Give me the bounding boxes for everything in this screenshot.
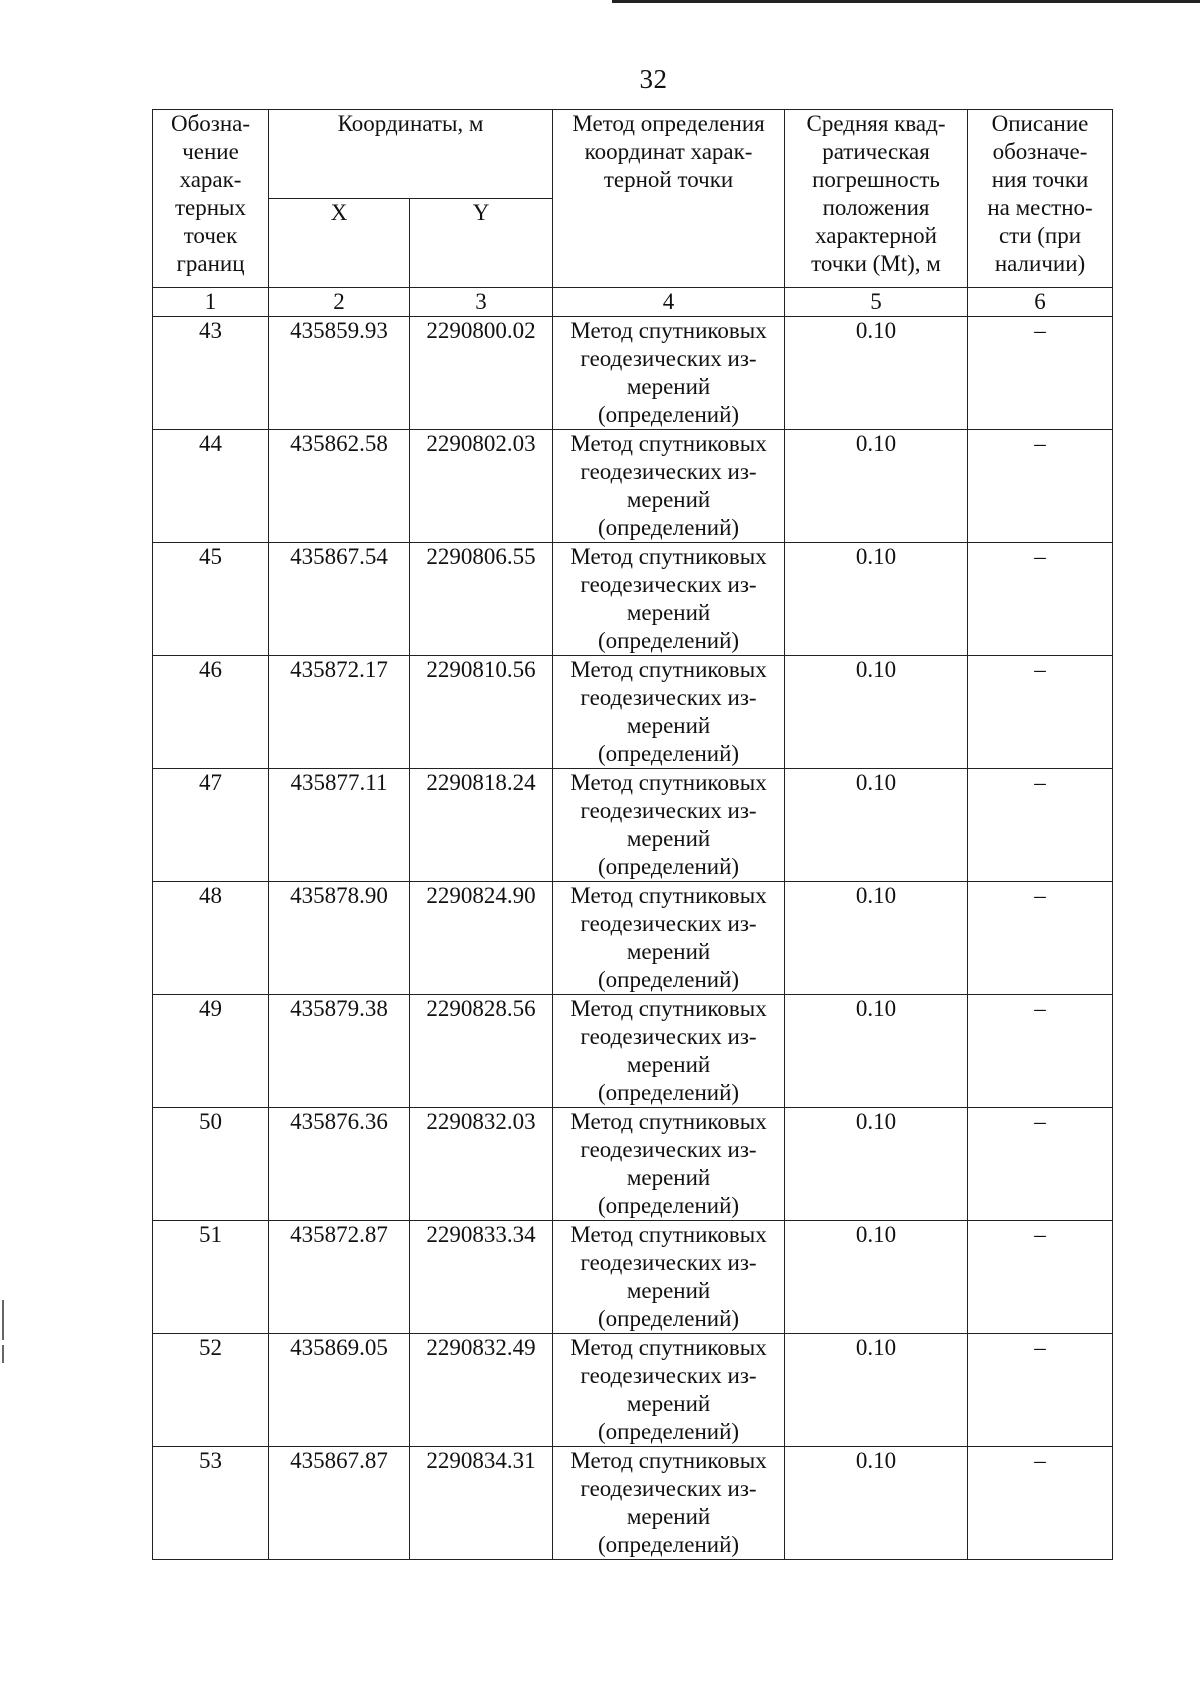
cell-description: – bbox=[968, 656, 1113, 769]
column-number: 6 bbox=[968, 288, 1113, 317]
cell-x: 435867.54 bbox=[269, 543, 410, 656]
header-point-description: Описание обозначе- ния точки на местно- сти (при наличии) bbox=[968, 110, 1113, 288]
cell-method: Метод спутниковых геодезических из- мерений (определений) bbox=[553, 1334, 785, 1447]
cell-description: – bbox=[968, 317, 1113, 430]
header-mean-square-error: Средняя квад- ратическая погрешность положения характерной точки (Mt), м bbox=[785, 110, 968, 288]
cell-point-id: 46 bbox=[153, 656, 269, 769]
cell-method: Метод спутниковых геодезических из- мерений (определений) bbox=[553, 1447, 785, 1560]
cell-y: 2290828.56 bbox=[410, 995, 553, 1108]
cell-point-id: 43 bbox=[153, 317, 269, 430]
cell-x: 435872.87 bbox=[269, 1221, 410, 1334]
cell-method: Метод спутниковых геодезических из- мерений (определений) bbox=[553, 769, 785, 882]
cell-x: 435878.90 bbox=[269, 882, 410, 995]
cell-description: – bbox=[968, 882, 1113, 995]
cell-mt: 0.10 bbox=[785, 995, 968, 1108]
cell-description: – bbox=[968, 1221, 1113, 1334]
cell-method: Метод спутниковых геодезических из- мерений (определений) bbox=[553, 1221, 785, 1334]
cell-description: – bbox=[968, 995, 1113, 1108]
cell-y: 2290832.03 bbox=[410, 1108, 553, 1221]
coordinates-table bbox=[152, 109, 1113, 1560]
table-row bbox=[153, 882, 1113, 995]
column-number: 4 bbox=[553, 288, 785, 317]
cell-method: Метод спутниковых геодезических из- мерений (определений) bbox=[553, 543, 785, 656]
cell-y: 2290832.49 bbox=[410, 1334, 553, 1447]
table-row bbox=[153, 769, 1113, 882]
table-row bbox=[153, 430, 1113, 543]
header-point-designation: Обозна- чение харак- терных точек границ bbox=[153, 110, 269, 288]
table-row bbox=[153, 1221, 1113, 1334]
cell-x: 435877.11 bbox=[269, 769, 410, 882]
cell-y: 2290834.31 bbox=[410, 1447, 553, 1560]
cell-x: 435867.87 bbox=[269, 1447, 410, 1560]
cell-description: – bbox=[968, 1334, 1113, 1447]
cell-mt: 0.10 bbox=[785, 543, 968, 656]
cell-mt: 0.10 bbox=[785, 882, 968, 995]
cell-description: – bbox=[968, 1447, 1113, 1560]
cell-mt: 0.10 bbox=[785, 1334, 968, 1447]
cell-x: 435862.58 bbox=[269, 430, 410, 543]
cell-point-id: 44 bbox=[153, 430, 269, 543]
cell-y: 2290810.56 bbox=[410, 656, 553, 769]
cell-description: – bbox=[968, 543, 1113, 656]
table-row bbox=[153, 1334, 1113, 1447]
header-method: Метод определения координат харак- терной точки bbox=[553, 110, 785, 288]
cell-point-id: 51 bbox=[153, 1221, 269, 1334]
column-number: 3 bbox=[410, 288, 553, 317]
cell-mt: 0.10 bbox=[785, 1447, 968, 1560]
cell-x: 435859.93 bbox=[269, 317, 410, 430]
cell-mt: 0.10 bbox=[785, 1108, 968, 1221]
cell-point-id: 45 bbox=[153, 543, 269, 656]
cell-mt: 0.10 bbox=[785, 769, 968, 882]
page-number: 32 bbox=[639, 64, 668, 94]
cell-y: 2290800.02 bbox=[410, 317, 553, 430]
header-coordinates: Координаты, м bbox=[269, 110, 553, 199]
cell-description: – bbox=[968, 430, 1113, 543]
header-x: X bbox=[269, 199, 410, 288]
cell-x: 435879.38 bbox=[269, 995, 410, 1108]
cell-point-id: 50 bbox=[153, 1108, 269, 1221]
table-row bbox=[153, 995, 1113, 1108]
cell-point-id: 49 bbox=[153, 995, 269, 1108]
column-number: 2 bbox=[269, 288, 410, 317]
cell-method: Метод спутниковых геодезических из- мерений (определений) bbox=[553, 1108, 785, 1221]
scan-edge-mark bbox=[2, 1300, 4, 1340]
cell-y: 2290824.90 bbox=[410, 882, 553, 995]
cell-point-id: 53 bbox=[153, 1447, 269, 1560]
cell-point-id: 47 bbox=[153, 769, 269, 882]
scan-edge-mark bbox=[2, 1345, 4, 1363]
top-edge-rule bbox=[612, 0, 1200, 3]
cell-y: 2290802.03 bbox=[410, 430, 553, 543]
cell-method: Метод спутниковых геодезических из- мерений (определений) bbox=[553, 882, 785, 995]
cell-x: 435872.17 bbox=[269, 656, 410, 769]
cell-x: 435869.05 bbox=[269, 1334, 410, 1447]
cell-point-id: 52 bbox=[153, 1334, 269, 1447]
cell-y: 2290806.55 bbox=[410, 543, 553, 656]
cell-point-id: 48 bbox=[153, 882, 269, 995]
table-row bbox=[153, 1447, 1113, 1560]
cell-mt: 0.10 bbox=[785, 430, 968, 543]
cell-description: – bbox=[968, 1108, 1113, 1221]
column-number: 5 bbox=[785, 288, 968, 317]
cell-y: 2290818.24 bbox=[410, 769, 553, 882]
cell-mt: 0.10 bbox=[785, 317, 968, 430]
cell-y: 2290833.34 bbox=[410, 1221, 553, 1334]
cell-method: Метод спутниковых геодезических из- мерений (определений) bbox=[553, 656, 785, 769]
table-row bbox=[153, 1108, 1113, 1221]
table-row bbox=[153, 656, 1113, 769]
cell-x: 435876.36 bbox=[269, 1108, 410, 1221]
table-row bbox=[153, 317, 1113, 430]
cell-method: Метод спутниковых геодезических из- мерений (определений) bbox=[553, 317, 785, 430]
cell-method: Метод спутниковых геодезических из- мерений (определений) bbox=[553, 430, 785, 543]
cell-description: – bbox=[968, 769, 1113, 882]
table-row bbox=[153, 543, 1113, 656]
cell-mt: 0.10 bbox=[785, 1221, 968, 1334]
header-y: Y bbox=[410, 199, 553, 288]
column-numbers-row bbox=[153, 288, 1113, 317]
cell-method: Метод спутниковых геодезических из- мерений (определений) bbox=[553, 995, 785, 1108]
column-number: 1 bbox=[153, 288, 269, 317]
cell-mt: 0.10 bbox=[785, 656, 968, 769]
